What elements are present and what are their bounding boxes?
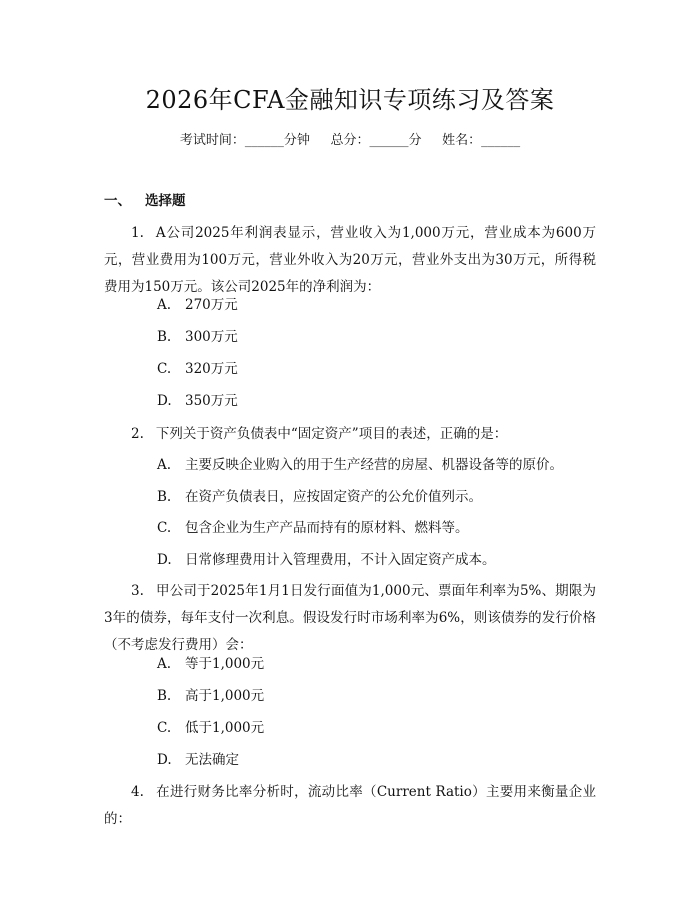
question-1-option-d <box>157 391 597 411</box>
option-letter: D. <box>157 552 172 568</box>
question-2-option-c <box>157 518 597 538</box>
option-letter: D. <box>157 752 172 768</box>
option-text: 低于1,000元 <box>185 720 265 736</box>
option-letter: B. <box>157 489 172 505</box>
question-2-option-b <box>157 487 597 507</box>
option-letter: A. <box>157 457 172 473</box>
question-3-option-c <box>157 718 597 738</box>
option-text: 320万元 <box>185 361 238 377</box>
question-1-option-a <box>157 295 597 315</box>
question-text: A公司2025年利润表显示，营业收入为1,000万元，营业成本为600万元，营业费用为100万元，营业外收入为20万元，营业外支出为30万元，所得税费用为150万元。该公司2025年的净利润为： <box>104 225 596 295</box>
question-1 <box>104 220 596 301</box>
question-number: 1. <box>131 225 144 241</box>
question-2 <box>104 421 596 448</box>
option-letter: A. <box>157 297 172 313</box>
question-number: 3. <box>131 583 144 599</box>
option-letter: B. <box>157 688 172 704</box>
option-text: 主要反映企业购入的用于生产经营的房屋、机器设备等的原价。 <box>185 457 563 473</box>
option-text: 等于1,000元 <box>185 656 265 672</box>
option-text: 在资产负债表日，应按固定资产的公允价值列示。 <box>185 489 482 505</box>
question-1-option-b <box>157 327 597 347</box>
page-title: 2026年CFA金融知识专项练习及答案 <box>145 86 555 114</box>
option-text: 高于1,000元 <box>185 688 265 704</box>
question-1-option-c <box>157 359 597 379</box>
option-text: 包含企业为生产产品而持有的原材料、燃料等。 <box>185 520 469 536</box>
option-text: 270万元 <box>185 297 238 313</box>
question-3-option-d <box>157 750 597 770</box>
question-3-option-b <box>157 686 597 706</box>
option-text: 350万元 <box>185 393 238 409</box>
section-title: 选择题 <box>145 193 186 209</box>
question-number: 2. <box>131 426 144 442</box>
section-heading <box>104 191 186 211</box>
option-letter: A. <box>157 656 172 672</box>
option-letter: C. <box>157 720 172 736</box>
question-2-option-a <box>157 455 597 475</box>
question-3 <box>104 578 596 659</box>
option-letter: D. <box>157 393 172 409</box>
question-text: 下列关于资产负债表中“固定资产”项目的表述，正确的是： <box>155 426 508 442</box>
question-2-option-d <box>157 550 597 570</box>
option-text: 日常修理费用计入管理费用，不计入固定资产成本。 <box>185 552 496 568</box>
option-letter: C. <box>157 520 172 536</box>
exam-info-line: 考试时间：______分钟 总分：______分 姓名：______ <box>179 133 521 148</box>
section-number: 一、 <box>104 193 131 209</box>
option-letter: B. <box>157 329 172 345</box>
question-3-option-a <box>157 654 597 674</box>
question-number: 4. <box>131 784 144 800</box>
option-letter: C. <box>157 361 172 377</box>
question-text: 在进行财务比率分析时，流动比率（Current Ratio）主要用来衡量企业的： <box>104 784 596 827</box>
option-text: 无法确定 <box>185 752 239 768</box>
question-text: 甲公司于2025年1月1日发行面值为1,000元、票面年利率为5%、期限为3年的债券，每年支付一次利息。假设发行时市场利率为6%，则该债券的发行价格（不考虑发行费用）会： <box>104 583 596 653</box>
question-4 <box>104 779 596 833</box>
option-text: 300万元 <box>185 329 238 345</box>
